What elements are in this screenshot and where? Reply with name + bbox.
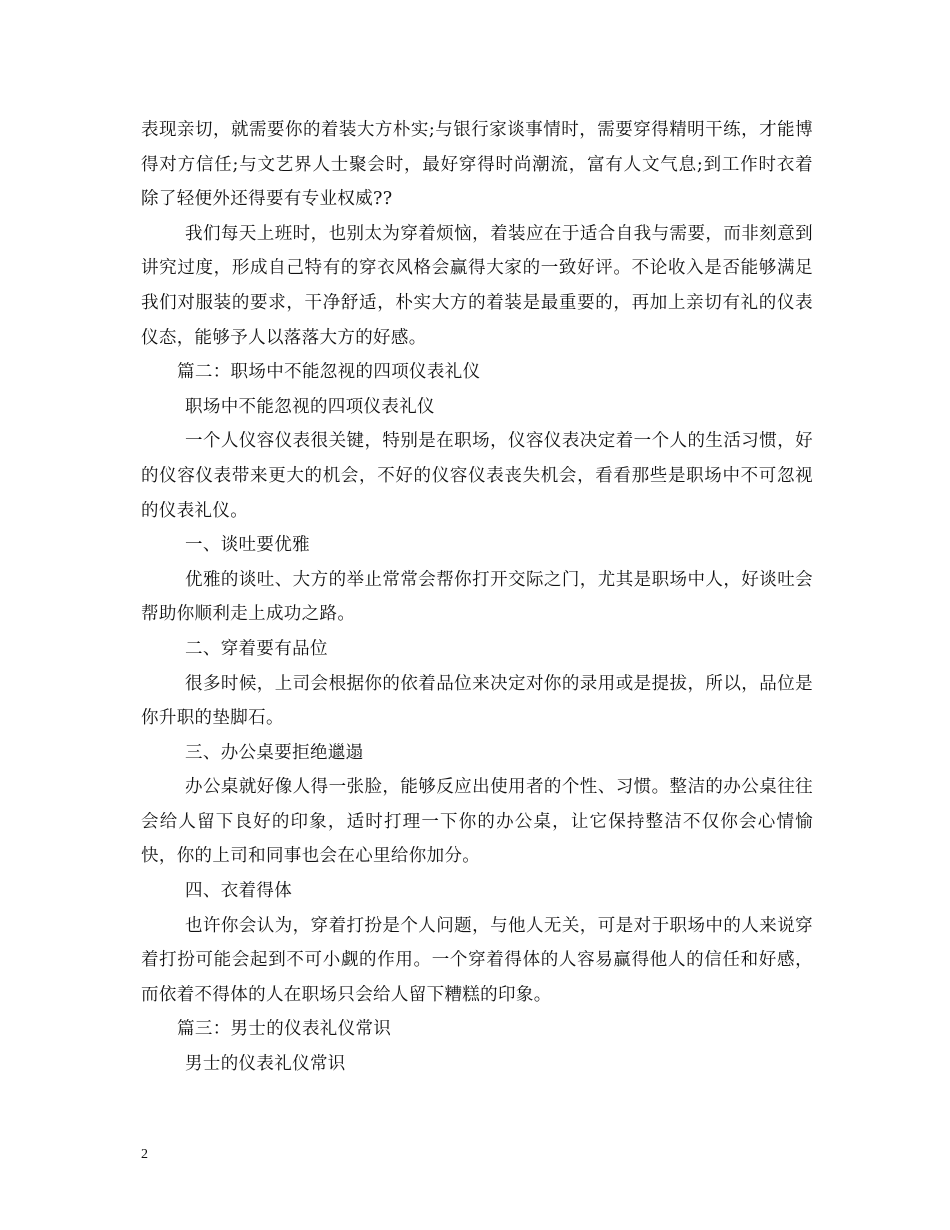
page-number: 2 — [141, 1147, 148, 1162]
paragraph-desk: 办公桌就好像人得一张脸，能够反应出使用者的个性、习惯。整洁的办公桌往往会给人留下良好的印象，适时打理一下你的办公桌，让它保持整洁不仅你会心情愉快，你的上司和同事也会在心里给你加分。 — [141, 777, 813, 867]
item-heading-speech: 一、谈吐要优雅 — [185, 535, 310, 556]
paragraph-appearance-importance: 一个人仪容仪表很关键，特别是在职场，仪容仪表决定着一个人的生活习惯，好的仪容仪表带来更大的机会，不好的仪容仪表丧失机会，看看那些是职场中不可忽视的仪表礼仪。 — [141, 431, 813, 521]
section-subtitle-part-three: 男士的仪表礼仪常识 — [185, 1054, 346, 1075]
paragraph-daily-work-attire: 我们每天上班时，也别太为穿着烦恼，着装应在于适合自我与需要，而非刻意到讲究过度，形成自己特有的穿衣风格会赢得大家的一致好评。不论收入是否能够满足我们对服装的要求，干净舒适，朴实大方的着装是最重要的，再加上亲切有礼的仪表仪态，能够予人以落落大方的好感。 — [141, 223, 813, 348]
document-body — [141, 113, 813, 1082]
item-heading-taste: 二、穿着要有品位 — [185, 638, 328, 659]
section-subtitle-part-two: 职场中不能忽视的四项仪表礼仪 — [185, 396, 435, 417]
item-heading-desk: 三、办公桌要拒绝邋遢 — [185, 742, 364, 763]
section-heading-part-two: 篇二：职场中不能忽视的四项仪表礼仪 — [177, 362, 481, 383]
section-heading-part-three: 篇三：男士的仪表礼仪常识 — [177, 1019, 392, 1040]
paragraph-taste: 很多时候，上司会根据你的依着品位来决定对你的录用或是提拔，所以，品位是你升职的垫脚石。 — [141, 673, 813, 729]
paragraph-attire-examples: 表现亲切，就需要你的着装大方朴实;与银行家谈事情时，需要穿得精明干练，才能博得对方信任;与文艺界人士聚会时，最好穿得时尚潮流，富有人文气息;到工作时衣着除了轻便外还得要有专业权威?? — [141, 120, 813, 210]
item-heading-dress: 四、衣着得体 — [185, 881, 293, 902]
paragraph-speech: 优雅的谈吐、大方的举止常常会帮你打开交际之门，尤其是职场中人，好谈吐会帮助你顺利走上成功之路。 — [141, 569, 813, 625]
paragraph-dress: 也许你会认为，穿着打扮是个人问题，与他人无关，可是对于职场中的人来说穿着打扮可能会起到不可小觑的作用。一个穿着得体的人容易赢得他人的信任和好感，而依着不得体的人在职场只会给人留下糟糕的印象。 — [141, 915, 813, 1005]
